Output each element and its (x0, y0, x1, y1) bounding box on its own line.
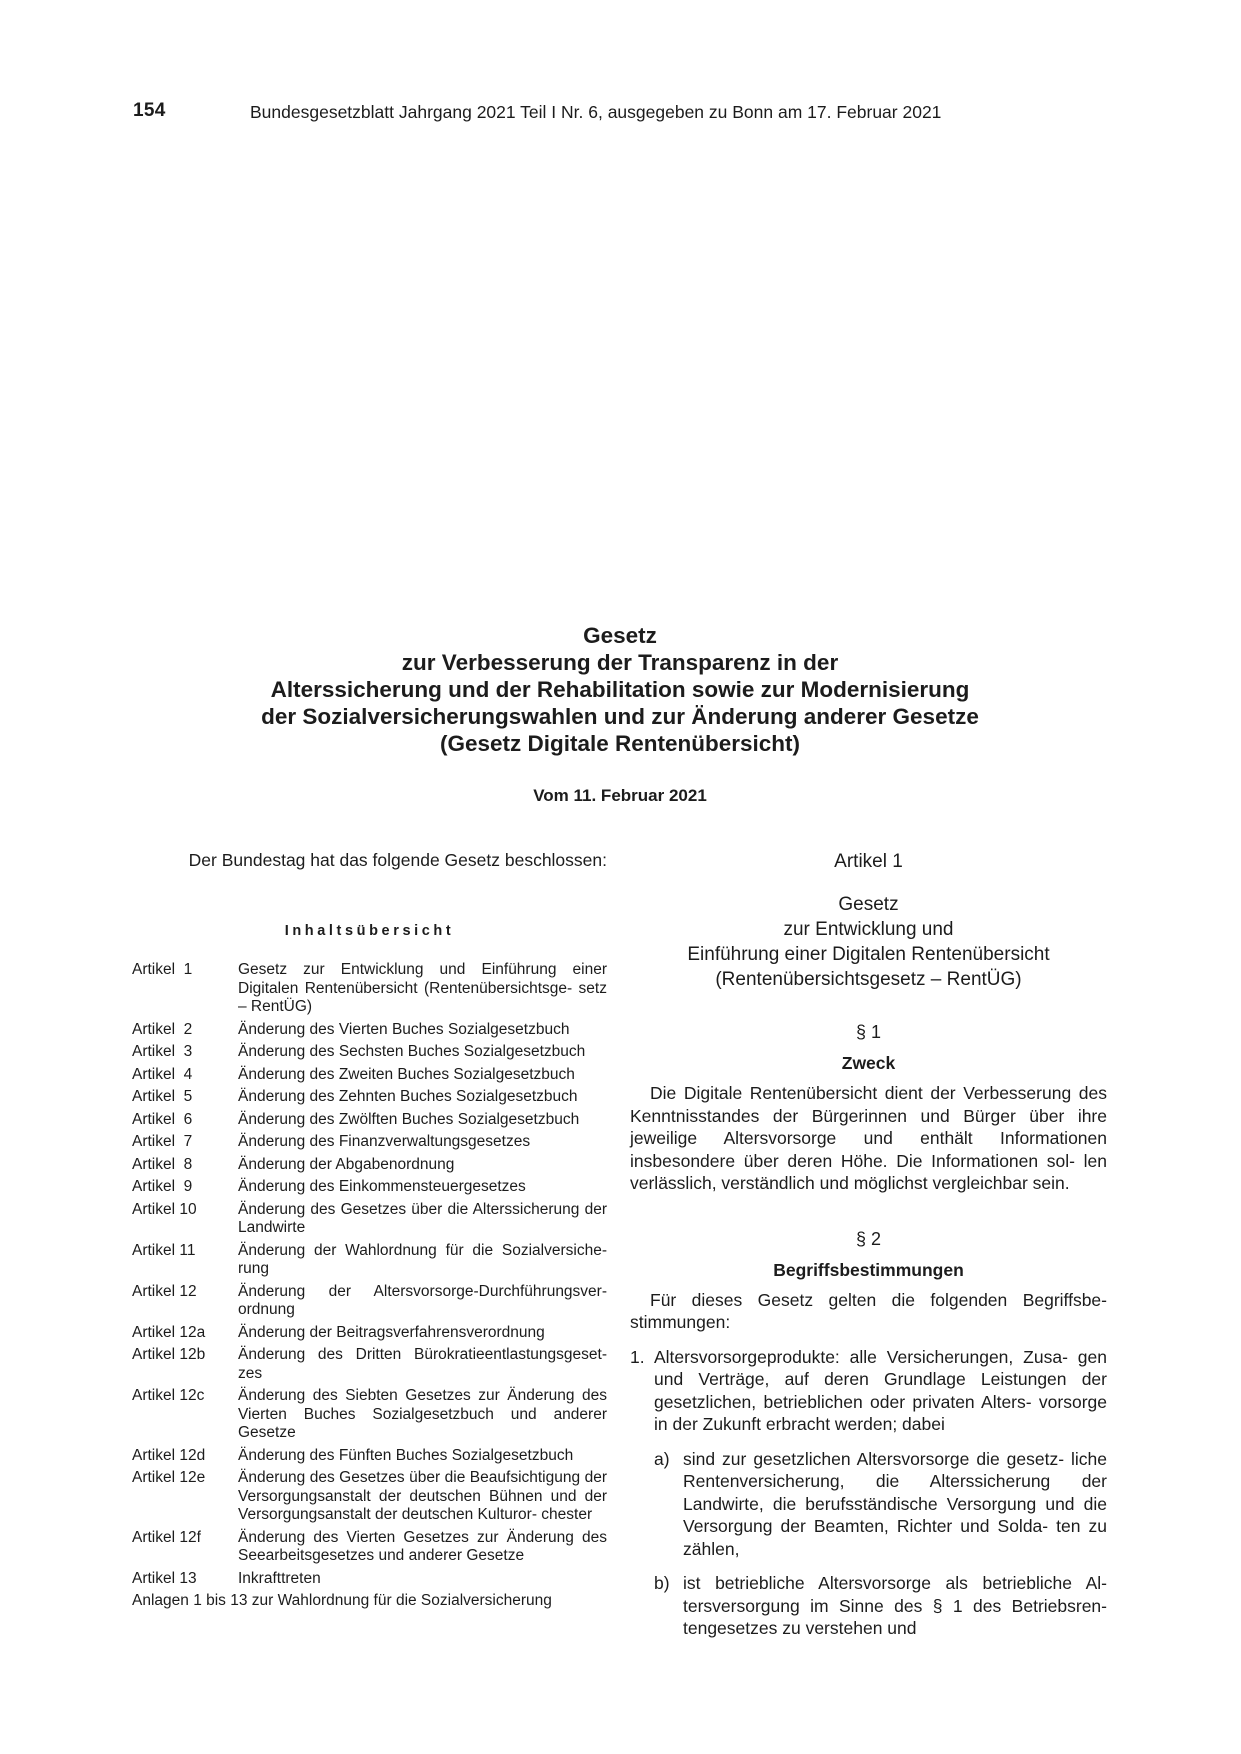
toc-article-title: Änderung der Altersvorsorge-Durchführungsver- ordnung (238, 1282, 607, 1318)
toc-article-number: Artikel 12a (132, 1323, 206, 1341)
toc-row (132, 1066, 607, 1085)
toc-row (132, 1570, 607, 1589)
toc-row (132, 1201, 607, 1238)
toc-article-number: Artikel 12b (132, 1346, 206, 1363)
subitem-text: sind zur gesetzlichen Altersvorsorge die gesetz- liche Rentenversicherung, die Alterssicherung der Landwirte, die berufsständische Versorgung und die Versorgung der Beamten, Richter und Solda- ten zu zählen, (683, 1448, 1107, 1559)
toc-article-title: Änderung der Wahlordnung für die Sozialversiche- rung (238, 1241, 607, 1277)
section-title: Begriffsbestimmungen (773, 1259, 964, 1280)
toc-list (132, 961, 607, 1588)
toc-article-number: Artikel 12d (132, 1446, 206, 1464)
article-subtitle-line: zur Entwicklung und (783, 919, 954, 940)
toc-article-title: Änderung des Vierten Buches Sozialgesetzbuch (238, 1020, 570, 1038)
article-subtitle-line: Einführung einer Digitalen Rentenübersicht (687, 944, 1050, 965)
page-number: 154 (133, 100, 166, 121)
toc-article-title: Änderung des Gesetzes über die Beaufsichtigung der Versorgungsanstalt der deutschen Bühnen und der Versorgungsanstalt der deutschen Kulturor- chester (238, 1469, 607, 1523)
toc-row (132, 1346, 607, 1383)
left-column (132, 850, 607, 1611)
law-title-line: zur Verbesserung der Transparenz in der (401, 650, 839, 675)
toc-row (132, 1178, 607, 1197)
toc-article-title: Gesetz zur Entwicklung und Einführung einer Digitalen Rentenübersicht (Rentenübersichtsge- setz – RentÜG) (238, 961, 607, 1015)
toc-article-title: Änderung des Einkommensteuergesetzes (238, 1178, 526, 1195)
law-title (150, 622, 1090, 757)
toc-article-number: Artikel 10 (132, 1200, 197, 1218)
article-subtitle-line: (Rentenübersichtsgesetz – RentÜG) (715, 969, 1022, 990)
toc-article-title: Änderung des Zweiten Buches Sozialgesetzbuch (238, 1065, 575, 1083)
section-sign: § 1 (855, 1022, 882, 1042)
law-title-line: Alterssicherung und der Rehabilitation sowie zur Modernisierung (270, 677, 970, 702)
definition-number: 1. (630, 1346, 645, 1367)
enactment-clause: Der Bundestag hat das folgende Gesetz beschlossen: (188, 850, 607, 870)
toc-row (132, 1529, 607, 1566)
toc-article-title: Änderung des Finanzverwaltungsgesetzes (238, 1133, 531, 1150)
law-title-line: (Gesetz Digitale Rentenübersicht) (439, 731, 801, 756)
toc-article-title: Änderung des Dritten Bürokratieentlastungsgeset- zes (238, 1346, 607, 1382)
toc-article-title: Änderung des Siebten Gesetzes zur Änderung des Vierten Buches Sozialgesetzbuch und anderer Gesetze (238, 1387, 607, 1441)
section-text: Für dieses Gesetz gelten die folgenden Begriffsbe- stimmungen: (630, 1289, 1107, 1332)
toc-article-number: Artikel 9 (132, 1178, 193, 1195)
section-sign: § 2 (855, 1228, 882, 1249)
article-subtitle-line: Gesetz (838, 894, 899, 915)
toc-article-number: Artikel 2 (132, 1020, 193, 1038)
toc-article-number: Artikel 5 (132, 1088, 193, 1105)
definition-item (630, 1346, 1107, 1436)
toc-article-number: Artikel 12f (132, 1528, 201, 1546)
toc-row (132, 1021, 607, 1040)
toc-row (132, 1283, 607, 1320)
toc-heading: Inhaltsübersicht (284, 923, 455, 939)
toc-row (132, 1088, 607, 1107)
law-title-line: der Sozialversicherungswahlen und zur Änderung anderer Gesetze (261, 704, 979, 729)
definition-subitem (654, 1572, 1107, 1640)
toc-article-number: Artikel 12 (132, 1282, 197, 1300)
toc-article-title: Inkrafttreten (238, 1569, 321, 1587)
article-label: Artikel 1 (834, 851, 903, 872)
toc-article-number: Artikel 8 (132, 1155, 193, 1173)
running-header: Bundesgesetzblatt Jahrgang 2021 Teil I Nr. 6, ausgegeben zu Bonn am 17. Februar 2021 (250, 102, 942, 122)
toc-article-title: Änderung des Zehnten Buches Sozialgesetzbuch (238, 1088, 578, 1105)
subitem-text: ist betriebliche Altersvorsorge als betriebliche Al- tersversorgung im Sinne des § 1 des Betriebsren- tengesetzes zu verstehen und (683, 1573, 1107, 1638)
subitem-label: b) (654, 1573, 670, 1593)
toc-article-title: Änderung des Sechsten Buches Sozialgesetzbuch (238, 1043, 586, 1060)
toc-row (132, 1043, 607, 1062)
toc-article-number: Artikel 7 (132, 1133, 193, 1150)
toc-article-title: Änderung des Fünften Buches Sozialgesetzbuch (238, 1446, 574, 1464)
toc-article-number: Artikel 12c (132, 1387, 205, 1404)
definition-text: Altersvorsorgeprodukte: alle Versicherungen, Zusa- gen und Verträge, auf deren Grundlage Leistungen der gesetzlichen, betrieblichen oder privaten Alters- vorsorge in der Zukunft erbracht werden; dabei (654, 1346, 1107, 1434)
toc-article-number: Artikel 4 (132, 1065, 193, 1083)
section-title: Zweck (841, 1053, 896, 1073)
toc-row (132, 1111, 607, 1130)
toc-article-title: Änderung der Beitragsverfahrensverordnung (238, 1323, 545, 1341)
toc-row (132, 1156, 607, 1175)
toc-article-number: Artikel 12e (132, 1469, 206, 1486)
toc-row (132, 1447, 607, 1466)
toc-row (132, 1387, 607, 1443)
toc-article-number: Artikel 3 (132, 1043, 193, 1060)
toc-article-number: Artikel 6 (132, 1110, 193, 1128)
subitem-label: a) (654, 1448, 670, 1469)
toc-article-title: Änderung des Vierten Gesetzes zur Änderung des Seearbeitsgesetzes und anderer Gesetze (238, 1528, 607, 1564)
toc-row (132, 1242, 607, 1279)
toc-row (132, 1469, 607, 1525)
toc-article-number: Artikel 11 (132, 1241, 196, 1259)
right-column (630, 850, 1107, 1640)
toc-row (132, 1324, 607, 1343)
toc-article-number: Artikel 13 (132, 1569, 197, 1587)
law-date: Vom 11. Februar 2021 (533, 786, 707, 805)
toc-row (132, 1133, 607, 1152)
toc-article-title: Änderung des Zwölften Buches Sozialgesetzbuch (238, 1110, 580, 1128)
toc-row (132, 961, 607, 1017)
section-text: Die Digitale Rentenübersicht dient der Verbesserung des Kenntnisstandes der Bürgerinnen und Bürger über ihre jeweilige Altersvorsorge und enthält Informationen insbesondere über deren Höhe. Die Informationen sol- len verlässlich, verständlich und möglichst vergleichbar sein. (630, 1083, 1107, 1193)
definition-subitem (654, 1448, 1107, 1561)
toc-article-number: Artikel 1 (132, 961, 193, 978)
toc-annex: Anlagen 1 bis 13 zur Wahlordnung für die Sozialversicherung (132, 1592, 552, 1609)
toc-article-title: Änderung des Gesetzes über die Alterssicherung der Landwirte (238, 1200, 607, 1236)
article-subtitle (630, 892, 1107, 992)
law-title-line: Gesetz (583, 623, 657, 648)
toc-article-title: Änderung der Abgabenordnung (238, 1155, 455, 1173)
